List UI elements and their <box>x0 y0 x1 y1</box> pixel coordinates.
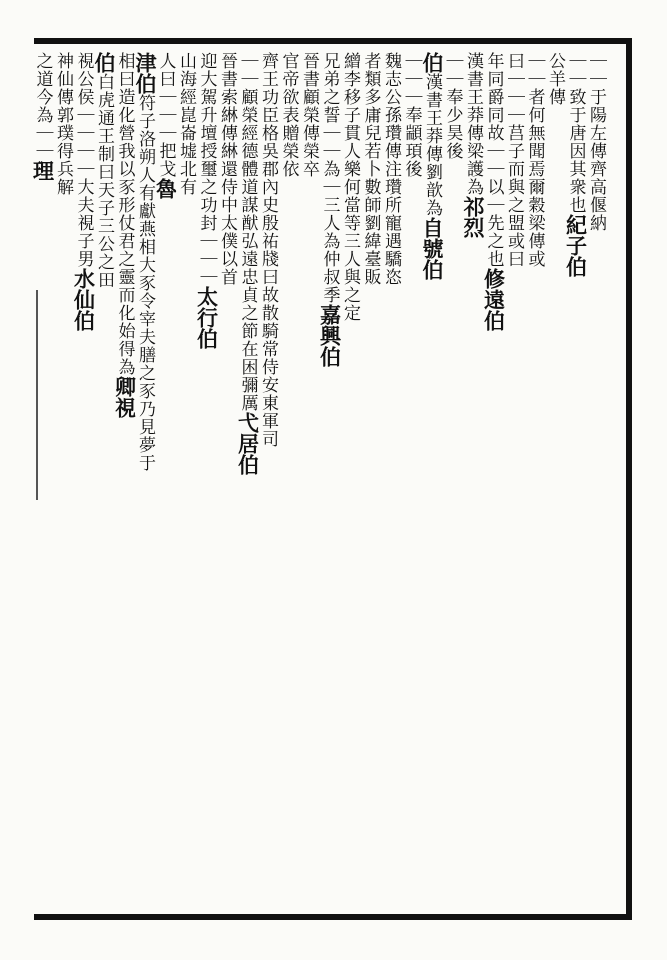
entry-text: 公羊傳 <box>545 52 565 106</box>
entry-heading: 嘉興伯 <box>317 304 343 367</box>
entry-text: 漢書王莽傳劉歆為 <box>422 73 442 217</box>
right-border <box>626 38 632 920</box>
entry-heading: 水仙伯 <box>71 268 97 331</box>
text-column <box>503 52 525 268</box>
entry-text: 符子洛朔人有獻燕相大豕令宰夫膳之豕乃見夢于 <box>135 94 155 472</box>
entry-text: 官帝欲表贈榮依 <box>278 52 299 178</box>
text-column <box>585 52 607 232</box>
entry-text: 神仙傳郭璞得兵解 <box>53 52 73 196</box>
text-column <box>565 52 587 277</box>
entry-text: 之道今為｜｜ <box>32 52 53 160</box>
entry-text: 迎大駕升壇授璽之功封｜｜｜ <box>196 52 217 286</box>
text-column <box>319 52 341 367</box>
text-column <box>360 52 382 286</box>
text-column <box>216 52 238 286</box>
entry-heading: 魯 <box>153 178 179 199</box>
text-column <box>380 52 402 286</box>
text-column <box>93 52 115 289</box>
entry-text: 齊王功臣格吳郡內史殷祐牋曰故散騎常侍安東軍司 <box>258 52 278 448</box>
entry-text: 兄弟之誓｜｜為｜三人為仲叔季 <box>319 52 340 304</box>
text-column <box>196 52 218 349</box>
text-column <box>524 52 546 268</box>
text-column <box>73 52 95 331</box>
entry-text: 漢書王莽傳梁護為 <box>463 52 483 196</box>
entry-text: 相曰造化營我以豕形仗君之靈而化始得為 <box>114 52 135 376</box>
entry-heading: 理 <box>30 160 56 181</box>
text-column <box>298 52 320 178</box>
entry-text: 山海經崑崙墟北有 <box>176 52 196 196</box>
entry-text: 白虎通王制曰天子三公之田 <box>94 73 114 289</box>
entry-heading: 卿視 <box>112 376 138 418</box>
entry-text: 曰｜｜｜莒子而與之盟或曰 <box>504 52 524 268</box>
entry-heading: 太行伯 <box>194 286 220 349</box>
text-column <box>462 52 484 238</box>
text-column <box>175 52 197 196</box>
entry-heading: 弋居伯 <box>235 412 261 475</box>
entry-heading: 津伯 <box>133 52 158 94</box>
entry-text: ｜｜者何無聞焉爾穀梁傳或 <box>524 52 545 268</box>
entry-text: ｜｜｜奉顓頊後 <box>401 52 422 178</box>
text-column <box>544 52 566 106</box>
top-border <box>34 38 632 44</box>
entry-heading: 祁烈 <box>461 196 486 238</box>
entry-text: 魏志公孫瓚傳注瓚所寵遇驕恣 <box>381 52 401 286</box>
entry-heading: 伯 <box>92 52 117 73</box>
entry-text: 晉書索綝傳綝還侍中太僕以首 <box>217 52 237 286</box>
bottom-border <box>34 914 632 920</box>
entry-text: 年同爵同故｜｜以｜先之也 <box>483 52 504 268</box>
entry-text: 視公侯｜｜｜｜大夫視子男 <box>73 52 94 268</box>
text-column <box>257 52 279 448</box>
text-column <box>237 52 259 475</box>
binding-margin <box>22 290 38 500</box>
text-column <box>32 52 54 181</box>
text-column <box>278 52 300 178</box>
text-column <box>114 52 136 418</box>
entry-heading: 自號伯 <box>420 217 445 280</box>
entry-text: ｜｜于陽左傳齊高偃納 <box>586 52 606 232</box>
entry-text: ｜｜奉少昊後 <box>442 52 463 160</box>
entry-heading: 修遠伯 <box>481 268 507 331</box>
entry-text: 繒李移子貫人樂何當等三人與之定 <box>340 52 360 322</box>
entry-text: 人曰｜｜｜把戈 <box>155 52 176 178</box>
text-column <box>483 52 505 331</box>
entry-text: 晉書顧榮傳榮卒 <box>299 52 319 178</box>
entry-text: ｜｜顧榮經德體道謀猷弘遠忠貞之節在困彌厲 <box>237 52 258 412</box>
entry-heading: 紀子伯 <box>563 214 589 277</box>
text-column <box>401 52 423 178</box>
entry-text: ｜｜致于唐因其衆也 <box>565 52 586 214</box>
entry-heading: 伯 <box>420 52 445 73</box>
text-column <box>339 52 361 322</box>
text-column <box>421 52 443 280</box>
entry-text: 者類多庸兒若卜數師劉緯臺販 <box>360 52 381 286</box>
